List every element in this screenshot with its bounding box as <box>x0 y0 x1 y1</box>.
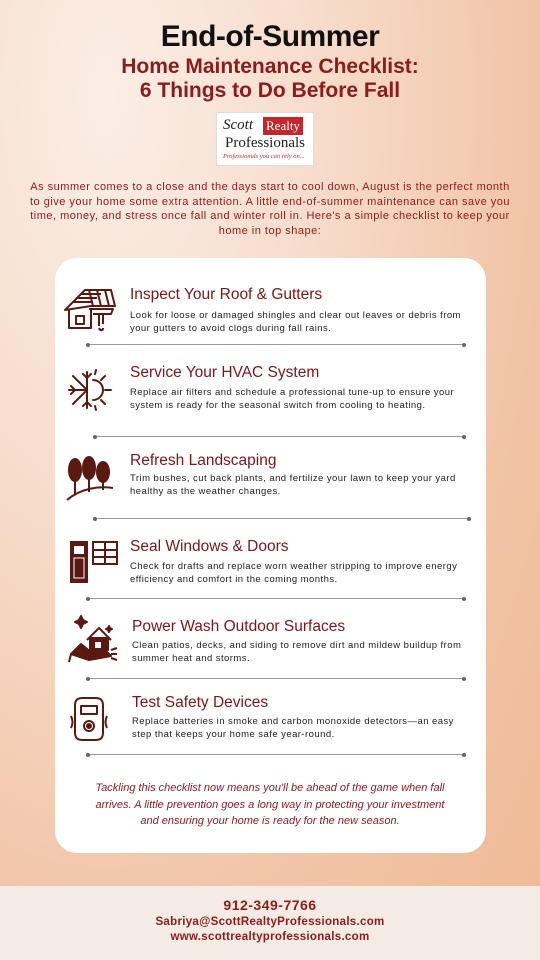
item-description: Replace batteries in smoke and carbon monoxide detectors—an easy step that keeps your home safe year-round. <box>132 716 454 740</box>
title-line-3: 6 Things to Do Before Fall <box>139 79 401 102</box>
checklist-card <box>55 258 486 853</box>
title-subtitle <box>0 55 540 103</box>
item-title: Seal Windows & Doors <box>130 538 289 555</box>
email-link[interactable]: Sabriya@ScottRealtyProfessionals.com <box>155 916 385 928</box>
logo-scott: Scott <box>223 117 253 133</box>
item-description: Replace air filters and schedule a professional tune-up to ensure your system is ready for the seasonal switch from cooling to heating. <box>130 387 455 411</box>
item-title: Test Safety Devices <box>132 694 269 711</box>
item-description: Look for loose or damaged shingles and clear out leaves or debris from your gutters to avoid clogs during fall rains. <box>130 310 461 334</box>
website-link[interactable]: www.scottrealtyprofessionals.com <box>170 931 370 943</box>
item-description: Check for drafts and replace worn weather stripping to improve energy efficiency and comfort in the coming months. <box>130 561 458 585</box>
item-title: Refresh Landscaping <box>130 452 277 469</box>
divider <box>88 344 464 345</box>
window-door-icon <box>69 538 119 588</box>
roof-gutter-icon <box>63 284 113 334</box>
intro-paragraph: As summer comes to a close and the days start to cool down, August is the perfect month to give your home some extra attention. A little end-of-summer maintenance can save you time, money, and stress once fall and winter roll in. Here's a simple checklist to keep your home in top shape: <box>29 181 511 237</box>
title-line-2: Home Maintenance Checklist: <box>121 55 419 78</box>
closing-paragraph: Tackling this checklist now means you'll be ahead of the game when fall arrives. A little prevention goes a long way in protecting your investment and ensuring your home is ready for the new season. <box>95 782 445 827</box>
item-description: Clean patios, decks, and siding to remove dirt and mildew buildup from summer heat and storms. <box>132 640 462 664</box>
contact-footer <box>0 886 540 960</box>
item-title: Inspect Your Roof & Gutters <box>130 286 323 303</box>
logo-realty: Realty <box>263 117 303 135</box>
divider <box>88 678 464 679</box>
power-wash-icon <box>67 614 117 664</box>
hvac-snow-sun-icon <box>65 366 115 416</box>
divider <box>95 518 469 519</box>
title-line-1: End-of-Summer <box>160 20 380 53</box>
item-title: Power Wash Outdoor Surfaces <box>132 618 346 635</box>
item-title: Service Your HVAC System <box>130 364 320 381</box>
divider <box>95 436 464 437</box>
logo-tagline: Professionals you can rely on... <box>223 153 305 160</box>
phone-number[interactable]: 912-349-7766 <box>223 897 317 913</box>
company-logo <box>216 112 314 166</box>
smoke-detector-icon <box>69 696 119 746</box>
divider <box>88 598 464 599</box>
divider <box>88 754 464 755</box>
item-description: Trim bushes, cut back plants, and fertilize your lawn to keep your yard healthy as the weather changes. <box>130 473 456 497</box>
trees-landscape-icon <box>65 456 115 506</box>
logo-professionals: Professionals <box>225 135 305 151</box>
